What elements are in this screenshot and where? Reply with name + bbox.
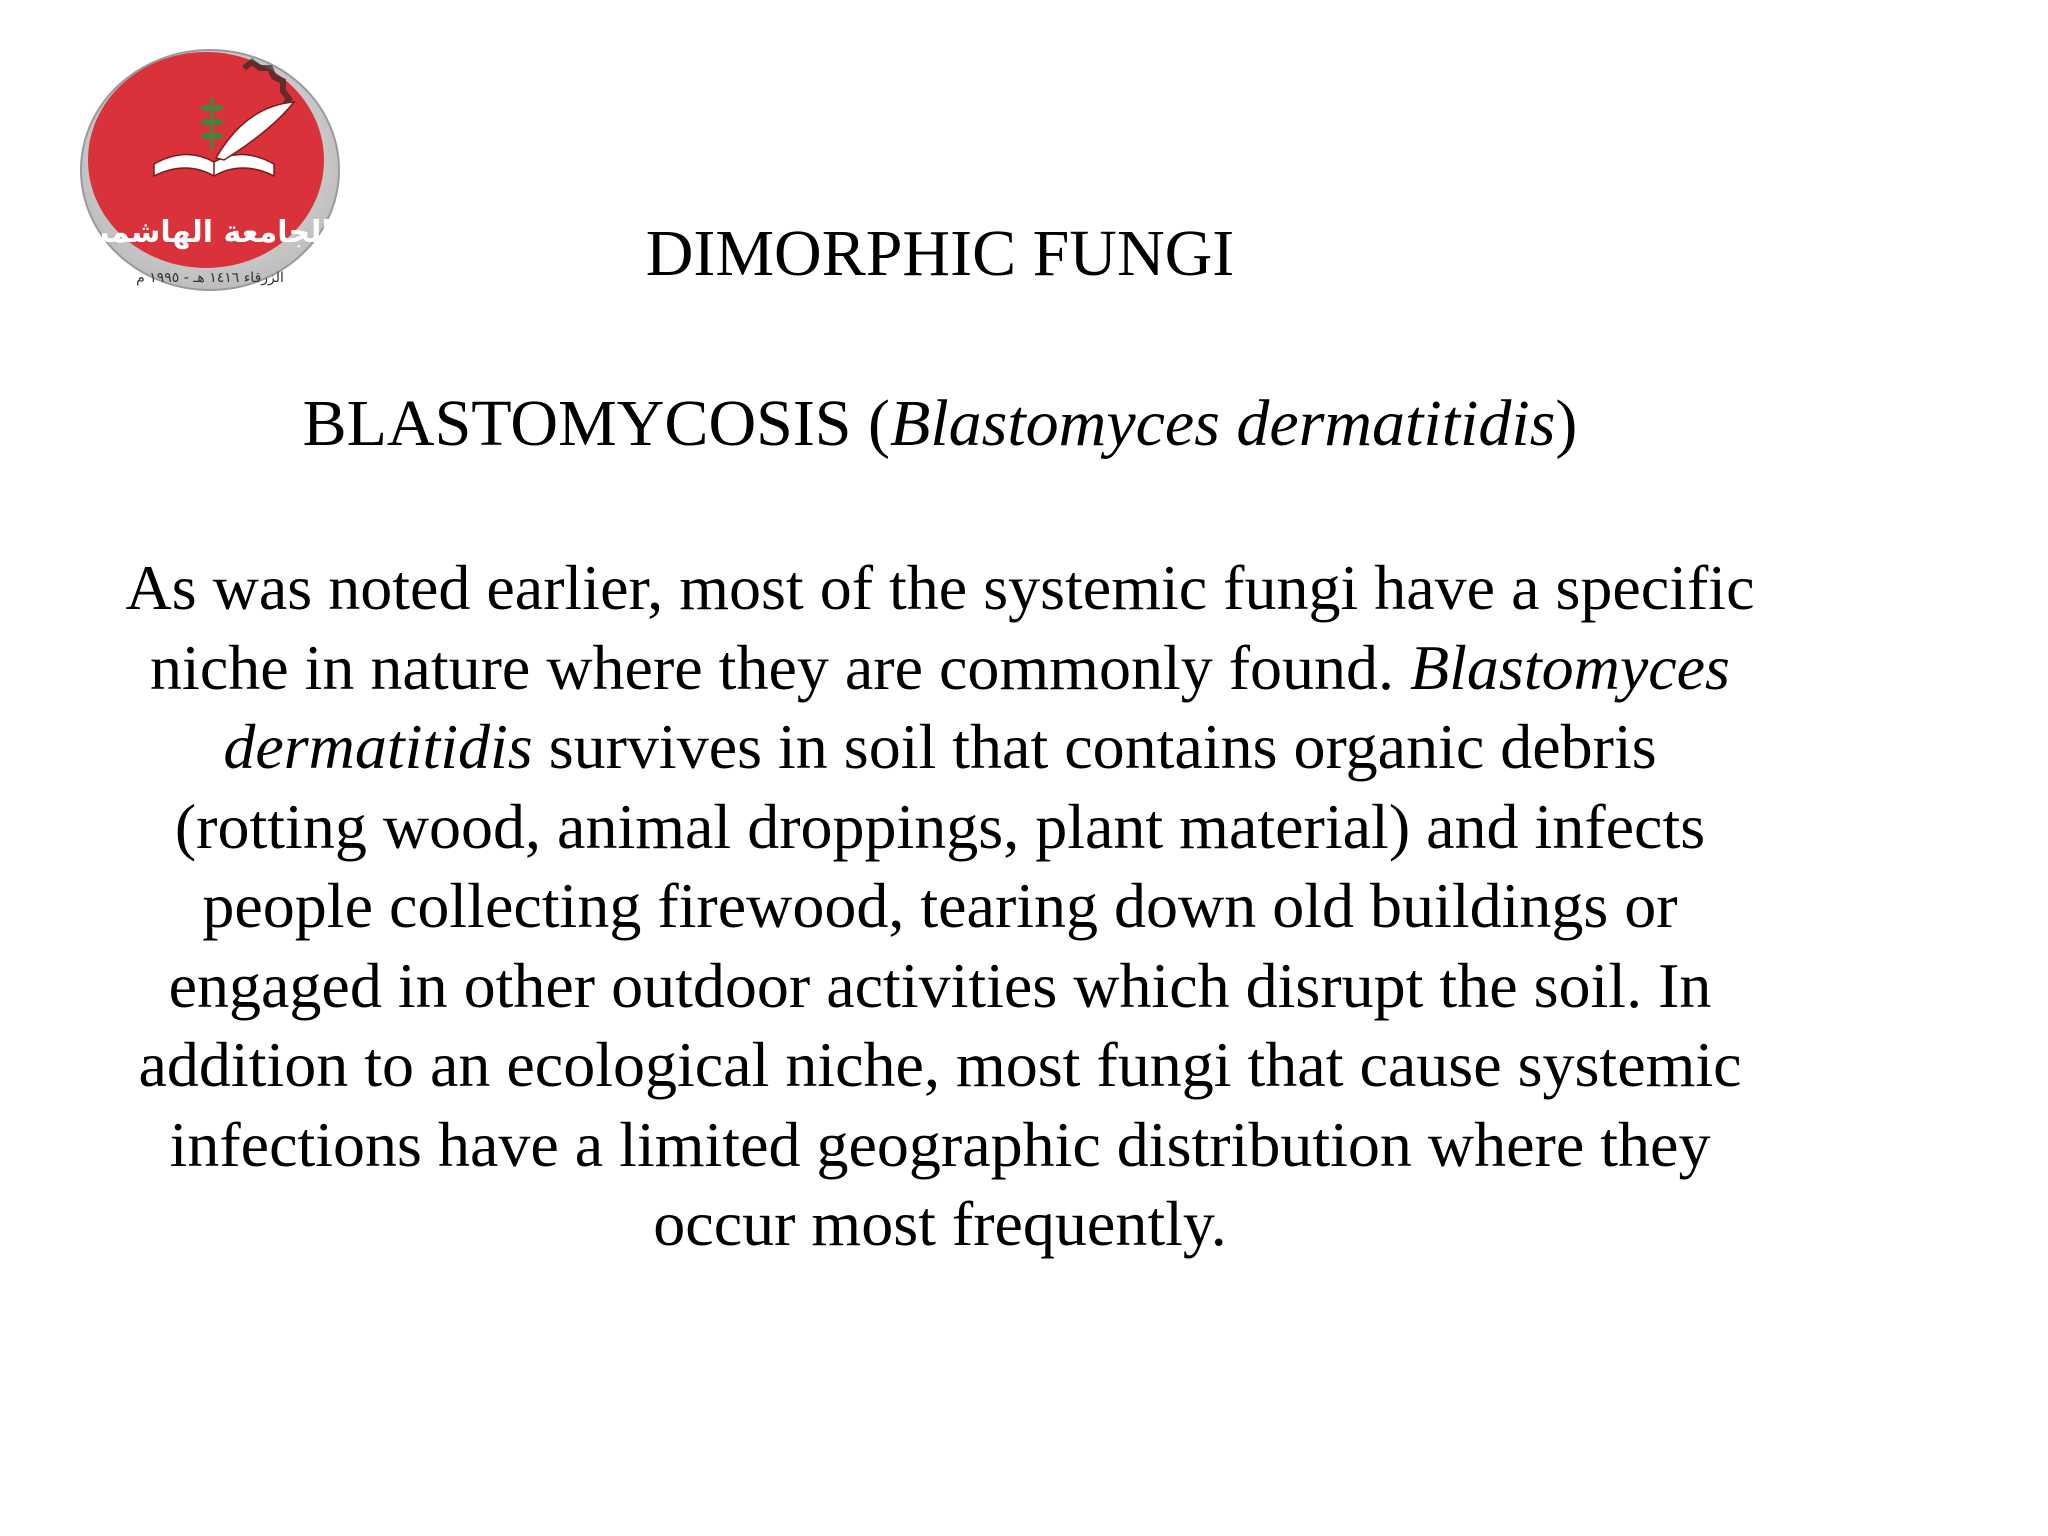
- body-paragraph: [120, 548, 1760, 1264]
- subtitle-organism: Blastomyces dermatitidis: [890, 387, 1556, 460]
- subtitle-suffix: ): [1555, 387, 1578, 460]
- body-rest: survives in soil that contains organic debris (rotting wood, animal droppings, plant material) and infects people collecting firewood, tearing down old buildings or engaged in other outdoor activities which disrupt the soil. In addition to an ecological niche, most fungi that cause systemic infections have a limited geographic distribution where they occur most frequently.: [138, 711, 1742, 1259]
- seal-arabic-name: الجامعة الهاشمية: [80, 215, 332, 250]
- page-title: DIMORPHIC FUNGI: [645, 217, 1235, 290]
- body-organism: Blastomyces dermatitidis: [223, 631, 1730, 782]
- body-lead: As was noted earlier, most of the systemic fungi have a specific niche in nature where they are commonly found.: [125, 552, 1755, 703]
- seal-founding-text: الزرقاء ١٤١٦ هـ - ١٩٩٥ م: [136, 270, 284, 286]
- subtitle-prefix: BLASTOMYCOSIS (: [302, 387, 890, 460]
- page-subtitle: [0, 384, 1880, 464]
